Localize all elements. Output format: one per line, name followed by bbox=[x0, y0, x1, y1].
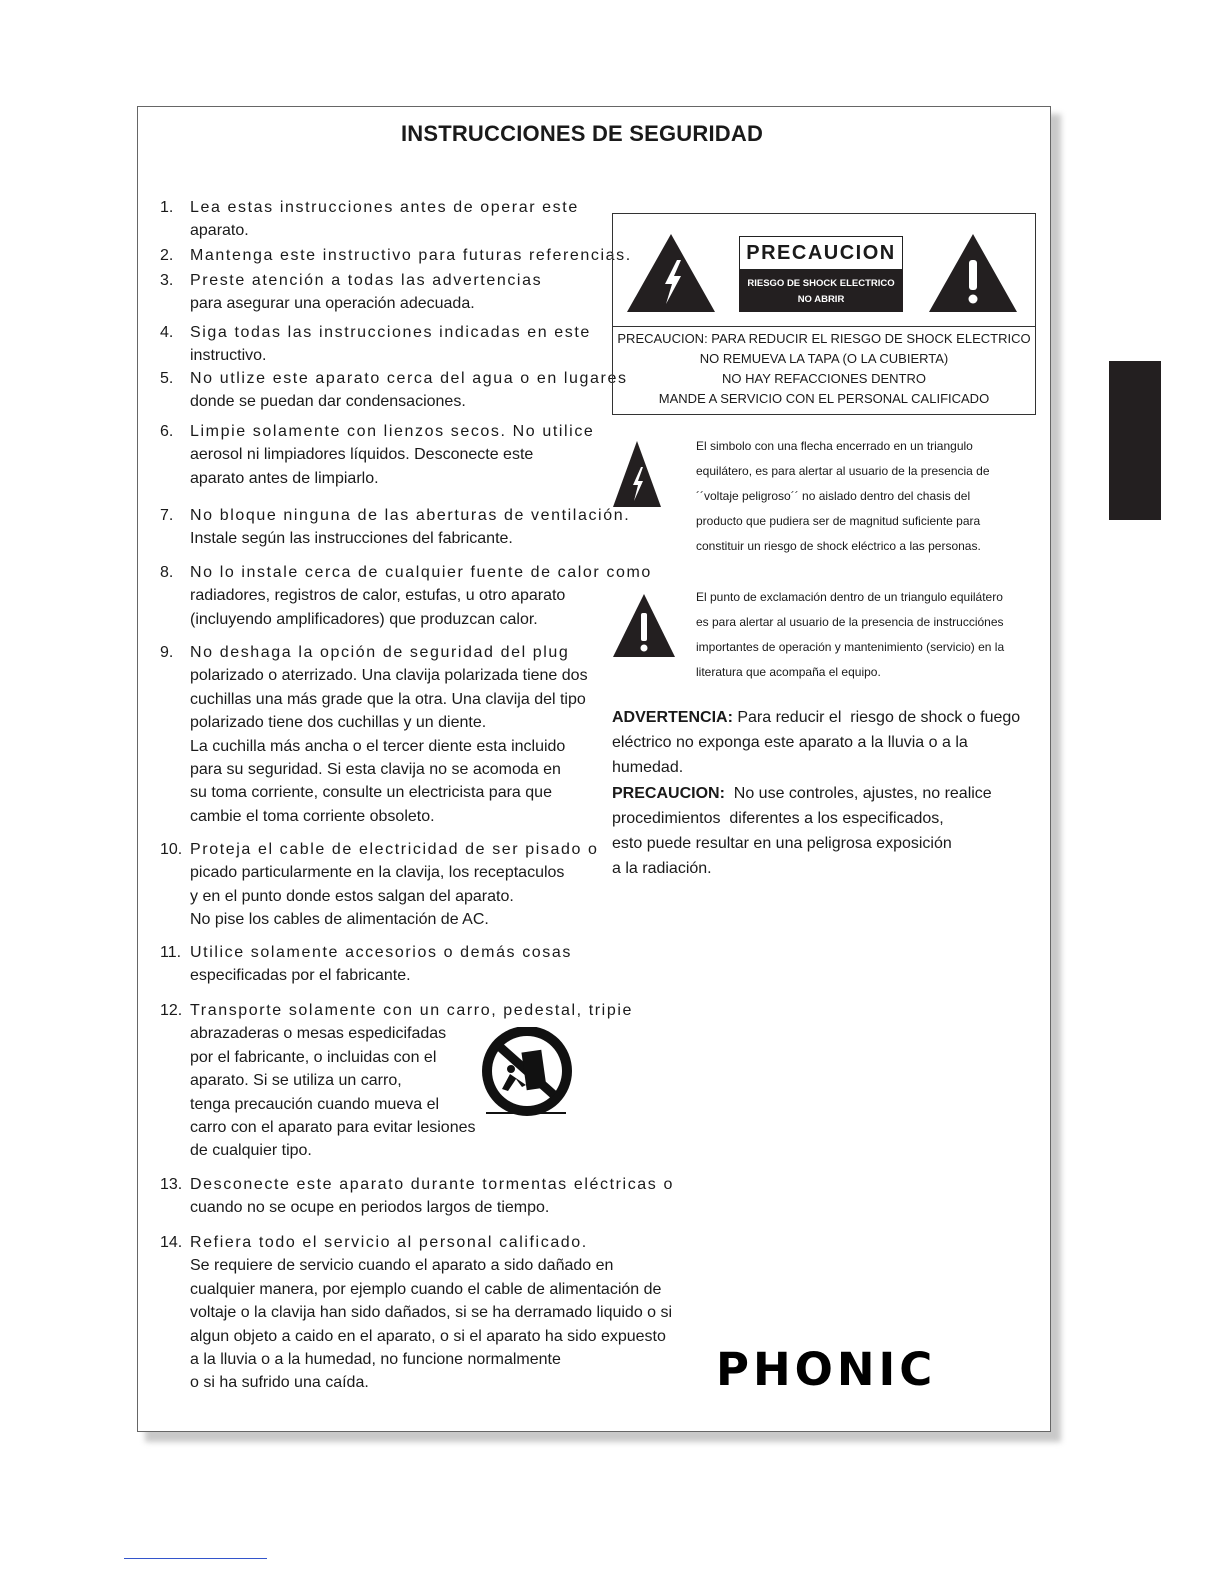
page-title: INSTRUCCIONES DE SEGURIDAD bbox=[400, 121, 764, 146]
footnote-rule bbox=[124, 1558, 267, 1559]
instruction-line: tenga precaución cuando mueva el bbox=[190, 1095, 440, 1113]
instruction-line: No pise los cables de alimentación de AC. bbox=[190, 911, 489, 929]
caution-line: PRECAUCION: PARA REDUCIR EL RIESGO DE SHOCK ELECTRICO bbox=[617, 331, 1031, 346]
cart-warning-icon bbox=[480, 1027, 576, 1119]
instruction-text bbox=[190, 196, 579, 243]
instruction-number: 5. bbox=[160, 370, 174, 387]
phonic-logo: PHONIC bbox=[716, 1343, 937, 1396]
caution-line: MANDE A SERVICIO CON EL PERSONAL CALIFICADO bbox=[658, 391, 990, 406]
instruction-number: 2. bbox=[160, 247, 174, 264]
instruction-line: cualquier manera, por ejemplo cuando el cable de alimentación de bbox=[190, 1280, 662, 1298]
instruction-line: polarizado tiene dos cuchillas y un diente. bbox=[190, 714, 487, 732]
instruction-line: La cuchilla más ancha o el tercer diente esta incluido bbox=[190, 737, 566, 755]
instruction-line: instructivo. bbox=[190, 347, 267, 365]
instruction-number: 14. bbox=[160, 1234, 183, 1251]
instruction-line: especificadas por el fabricante. bbox=[190, 967, 411, 985]
lightning-symbol-icon bbox=[612, 439, 662, 509]
instruction-line: cuando no se ocupe en periodos largos de tiempo. bbox=[190, 1199, 550, 1217]
instruction-line: o si ha sufrido una caída. bbox=[190, 1374, 369, 1392]
instruction-text bbox=[190, 838, 599, 932]
instruction-line: por el fabricante, o incluidas con el bbox=[190, 1048, 437, 1066]
instruction-line: Utilice solamente accesorios o demás cosas bbox=[190, 944, 573, 961]
precaucion-paragraph bbox=[612, 781, 992, 881]
instruction-number: 10. bbox=[160, 841, 183, 858]
instruction-number: 9. bbox=[160, 644, 174, 661]
instruction-line: Preste atención a todas las advertencias bbox=[190, 272, 543, 289]
instruction-line: Transporte solamente con un carro, pedestal, tripie bbox=[190, 1002, 633, 1019]
instruction-text bbox=[190, 1173, 674, 1220]
instruction-number: 7. bbox=[160, 507, 174, 524]
exclamation-warning-icon bbox=[927, 232, 1019, 314]
instruction-line: cambie el toma corriente obsoleto. bbox=[190, 807, 435, 825]
lightning-warning-icon bbox=[625, 232, 717, 314]
safety-instructions-panel bbox=[137, 106, 1051, 1432]
instruction-text bbox=[190, 269, 542, 316]
instruction-line: carro con el aparato para evitar lesiones bbox=[190, 1119, 476, 1137]
instruction-number: 12. bbox=[160, 1002, 183, 1019]
instruction-line: aparato. bbox=[190, 222, 249, 240]
instruction-line: aparato antes de limpiarlo. bbox=[190, 469, 379, 487]
instruction-text bbox=[190, 244, 632, 267]
instruction-number: 4. bbox=[160, 324, 174, 341]
precaucion-label: PRECAUCION: bbox=[612, 785, 725, 802]
instruction-line: de cualquier tipo. bbox=[190, 1142, 312, 1160]
instruction-line: abrazaderas o mesas espedicifadas bbox=[190, 1025, 447, 1043]
instruction-line: Mantenga este instructivo para futuras referencias. bbox=[190, 247, 632, 264]
instruction-line: Instale según las instrucciones del fabricante. bbox=[190, 530, 513, 548]
instruction-text bbox=[190, 367, 628, 414]
side-tab-marker bbox=[1109, 361, 1161, 520]
instruction-line: a la lluvia o a la humedad, no funcione normalmente bbox=[190, 1351, 561, 1369]
instruction-line: No utlize este aparato cerca del agua o en lugares bbox=[190, 370, 628, 387]
caution-line: NO HAY REFACCIONES DENTRO bbox=[722, 371, 926, 386]
instruction-line: su toma corriente, consulte un electricista para que bbox=[190, 784, 552, 802]
instruction-line: picado particularmente en la clavija, los receptaculos bbox=[190, 864, 565, 882]
instruction-number: 11. bbox=[160, 944, 182, 961]
instruction-line: Lea estas instrucciones antes de operar este bbox=[190, 199, 579, 216]
instruction-line: Limpie solamente con lienzos secos. No utilice bbox=[190, 423, 595, 440]
instruction-number: 13. bbox=[160, 1176, 183, 1193]
precaucion-text: No use controles, ajustes, no realice procedimientos diferentes a los especificados, esto puede resultar en una peligrosa exposición a la radiación. bbox=[612, 785, 992, 877]
instruction-line: voltaje o la clavija han sido dañados, si se ha derramado liquido o si bbox=[190, 1304, 673, 1322]
advertencia-paragraph bbox=[612, 705, 1020, 780]
advertencia-label: ADVERTENCIA: bbox=[612, 709, 733, 726]
instruction-line: (incluyendo amplificadores) que produzcan calor. bbox=[190, 610, 538, 628]
instruction-text bbox=[190, 420, 594, 490]
instruction-line: para su seguridad. Si esta clavija no se acomoda en bbox=[190, 761, 561, 779]
instruction-number: 1. bbox=[160, 199, 174, 216]
instruction-line: cuchillas una más grade que la otra. Una clavija del tipo bbox=[190, 690, 586, 708]
exclamation-symbol-description: El punto de exclamación dentro de un triangulo equilátero es para alertar al usuario de la presencia de instrucciónes importantes de operación y mantenimiento (servicio) en la literatura que acompaña el equipo. bbox=[696, 590, 1005, 679]
caution-line: NO REMUEVA LA TAPA (O LA CUBIERTA) bbox=[699, 351, 949, 366]
instruction-line: donde se puedan dar condensaciones. bbox=[190, 393, 466, 411]
advertencia-text: Para reducir el riesgo de shock o fuego eléctrico no exponga este aparato a la lluvia o a la humedad. bbox=[612, 709, 1021, 776]
caution-badge-line2: NO ABRIR bbox=[797, 294, 845, 305]
instruction-line: para asegurar una operación adecuada. bbox=[190, 295, 475, 313]
exclamation-symbol-icon bbox=[612, 593, 676, 659]
instruction-line: y en el punto donde estos salgan del aparato. bbox=[190, 887, 514, 905]
instruction-number: 6. bbox=[160, 423, 174, 440]
lightning-symbol-description: El simbolo con una flecha encerrado en un triangulo equilátero, es para alertar al usuario de la presencia de ´´voltaje peligroso´´ no aislado dentro del chasis del producto que pudiera ser de magnitud suficiente para constituir un riesgo de shock eléctrico a las personas. bbox=[696, 439, 990, 553]
instruction-text bbox=[190, 641, 588, 828]
instruction-line: No bloque ninguna de las aberturas de ventilación. bbox=[190, 507, 631, 524]
caution-badge-title: PRECAUCION bbox=[739, 236, 903, 270]
instruction-line: No deshaga la opción de seguridad del plug bbox=[190, 644, 570, 661]
instruction-line: radiadores, registros de calor, estufas, u otro aparato bbox=[190, 587, 566, 605]
instruction-line: aerosol ni limpiadores líquidos. Desconecte este bbox=[190, 446, 534, 464]
instruction-line: Refiera todo el servicio al personal calificado. bbox=[190, 1234, 588, 1251]
instruction-line: algun objeto a caido en el aparato, o si el aparato ha sido expuesto bbox=[190, 1327, 666, 1345]
instruction-text bbox=[190, 1231, 672, 1395]
caution-box bbox=[612, 213, 1036, 415]
instruction-line: aparato. Si se utiliza un carro, bbox=[190, 1072, 402, 1090]
instruction-text bbox=[190, 561, 652, 631]
instruction-line: Siga todas las instrucciones indicadas en este bbox=[190, 324, 591, 341]
instruction-line: Proteja el cable de electricidad de ser pisado o bbox=[190, 841, 599, 858]
instruction-text bbox=[190, 504, 630, 551]
instruction-line: Se requiere de servicio cuando el aparato a sido dañado en bbox=[190, 1257, 614, 1275]
instruction-line: No lo instale cerca de cualquier fuente de calor como bbox=[190, 564, 652, 581]
instruction-number: 8. bbox=[160, 564, 174, 581]
caution-divider bbox=[613, 326, 1035, 327]
caution-badge-subtitle bbox=[739, 270, 903, 312]
caution-badge-line1: RIESGO DE SHOCK ELECTRICO bbox=[747, 278, 895, 289]
instruction-line: Desconecte este aparato durante tormentas eléctricas o bbox=[190, 1176, 674, 1193]
instruction-number: 3. bbox=[160, 272, 174, 289]
instruction-line: polarizado o aterrizado. Una clavija polarizada tiene dos bbox=[190, 667, 588, 685]
instruction-text bbox=[190, 321, 591, 368]
instruction-text bbox=[190, 941, 572, 988]
